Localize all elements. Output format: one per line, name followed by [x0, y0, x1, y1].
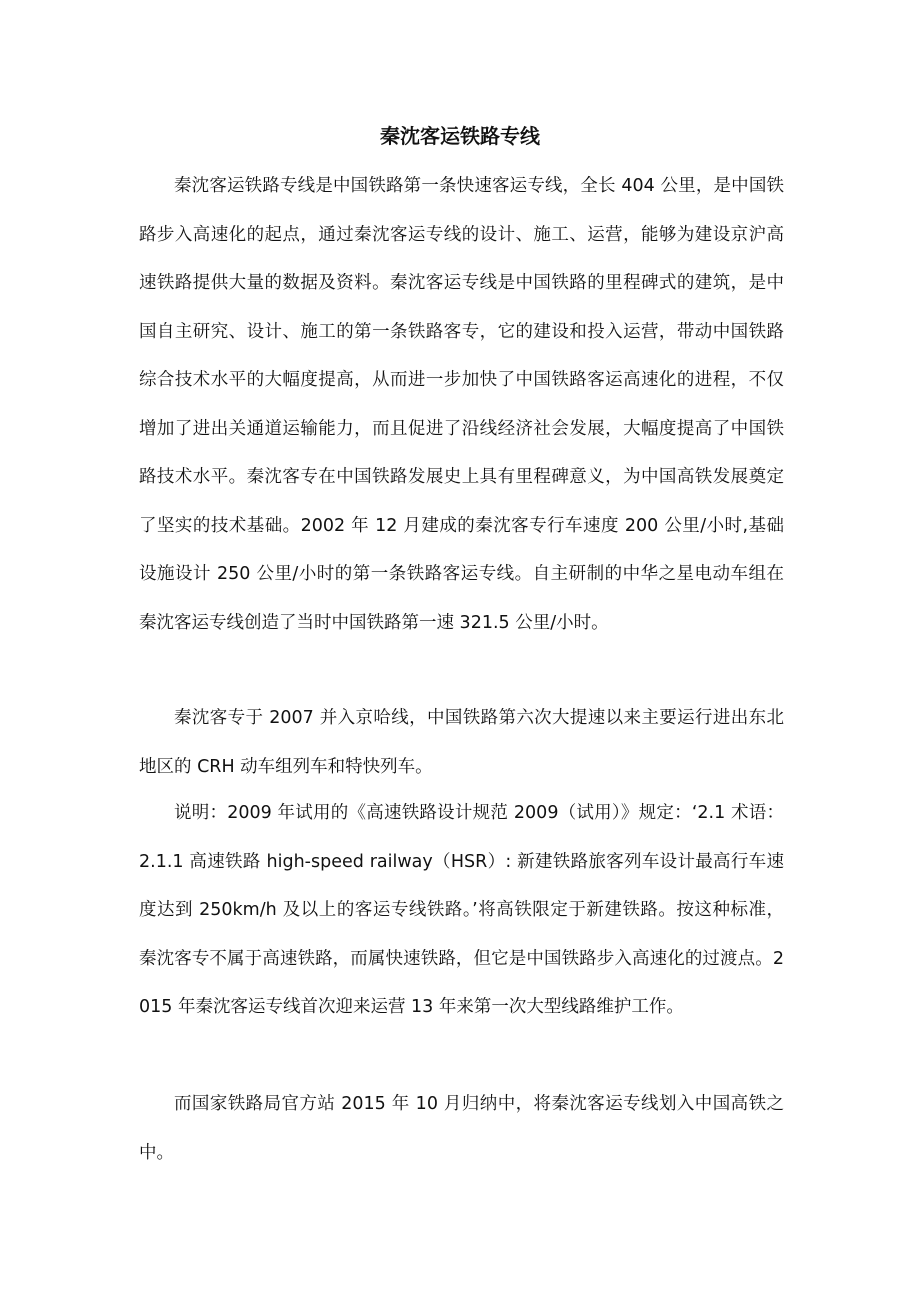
paragraph-overview: 秦沈客运铁路专线是中国铁路第一条快速客运专线，全长 404 公里，是中国铁路步入高速化的起点，通过秦沈客运专线的设计、施工、运营，能够为建设京沪高速铁路提供大量的数据及资料。秦沈客运专线是中国铁路的里程碑式的建筑，是中国自主研究、设计、施工的第一条铁路客专，它的建设和投入运营，带动中国铁路综合技术水平的大幅度提高，从而进一步加快了中国铁路客运高速化的进程，不仅增加了进出关通道运输能力，而且促进了沿线经济社会发展，大幅度提高了中国铁路技术水平。秦沈客专在中国铁路发展史上具有里程碑意义，为中国高铁发展奠定了坚实的技术基础。2002 年 12 月建成的秦沈客专行车速度 200 公里/小时,基础设施设计 250 公里/小时的第一条铁路客运专线。自主研制的中华之星电动车组在秦沈客运专线创造了当时中国铁路第一速 321.5 公里/小时。 — [139, 176, 784, 633]
document-title: 秦沈客运铁路专线 — [380, 124, 540, 148]
paragraph-design-standard-note: 说明：2009 年试用的《高速铁路设计规范 2009（试用）》规定：‘2.1 术语：2.1.1 高速铁路 high-speed railway（HSR）: 新建铁路旅客列车设计最高行车速度达到 250km/h 及以上的客运专线铁路。’将高铁限定于新建铁路。按这种标准，秦沈客专不属于高速铁路，而属快速铁路，但它是中国铁路步入高速化的过渡点。2015 年秦沈客运专线首次迎来运营 13 年来第一次大型线路维护工作。 — [139, 803, 784, 1017]
paragraph-railway-bureau-classification: 而国家铁路局官方站 2015 年 10 月归纳中，将秦沈客运专线划入中国高铁之中。 — [139, 1094, 784, 1163]
paragraph-jingha-merge: 秦沈客专于 2007 并入京哈线，中国铁路第六次大提速以来主要运行进出东北地区的 CRH 动车组列车和特快列车。 — [139, 708, 784, 777]
